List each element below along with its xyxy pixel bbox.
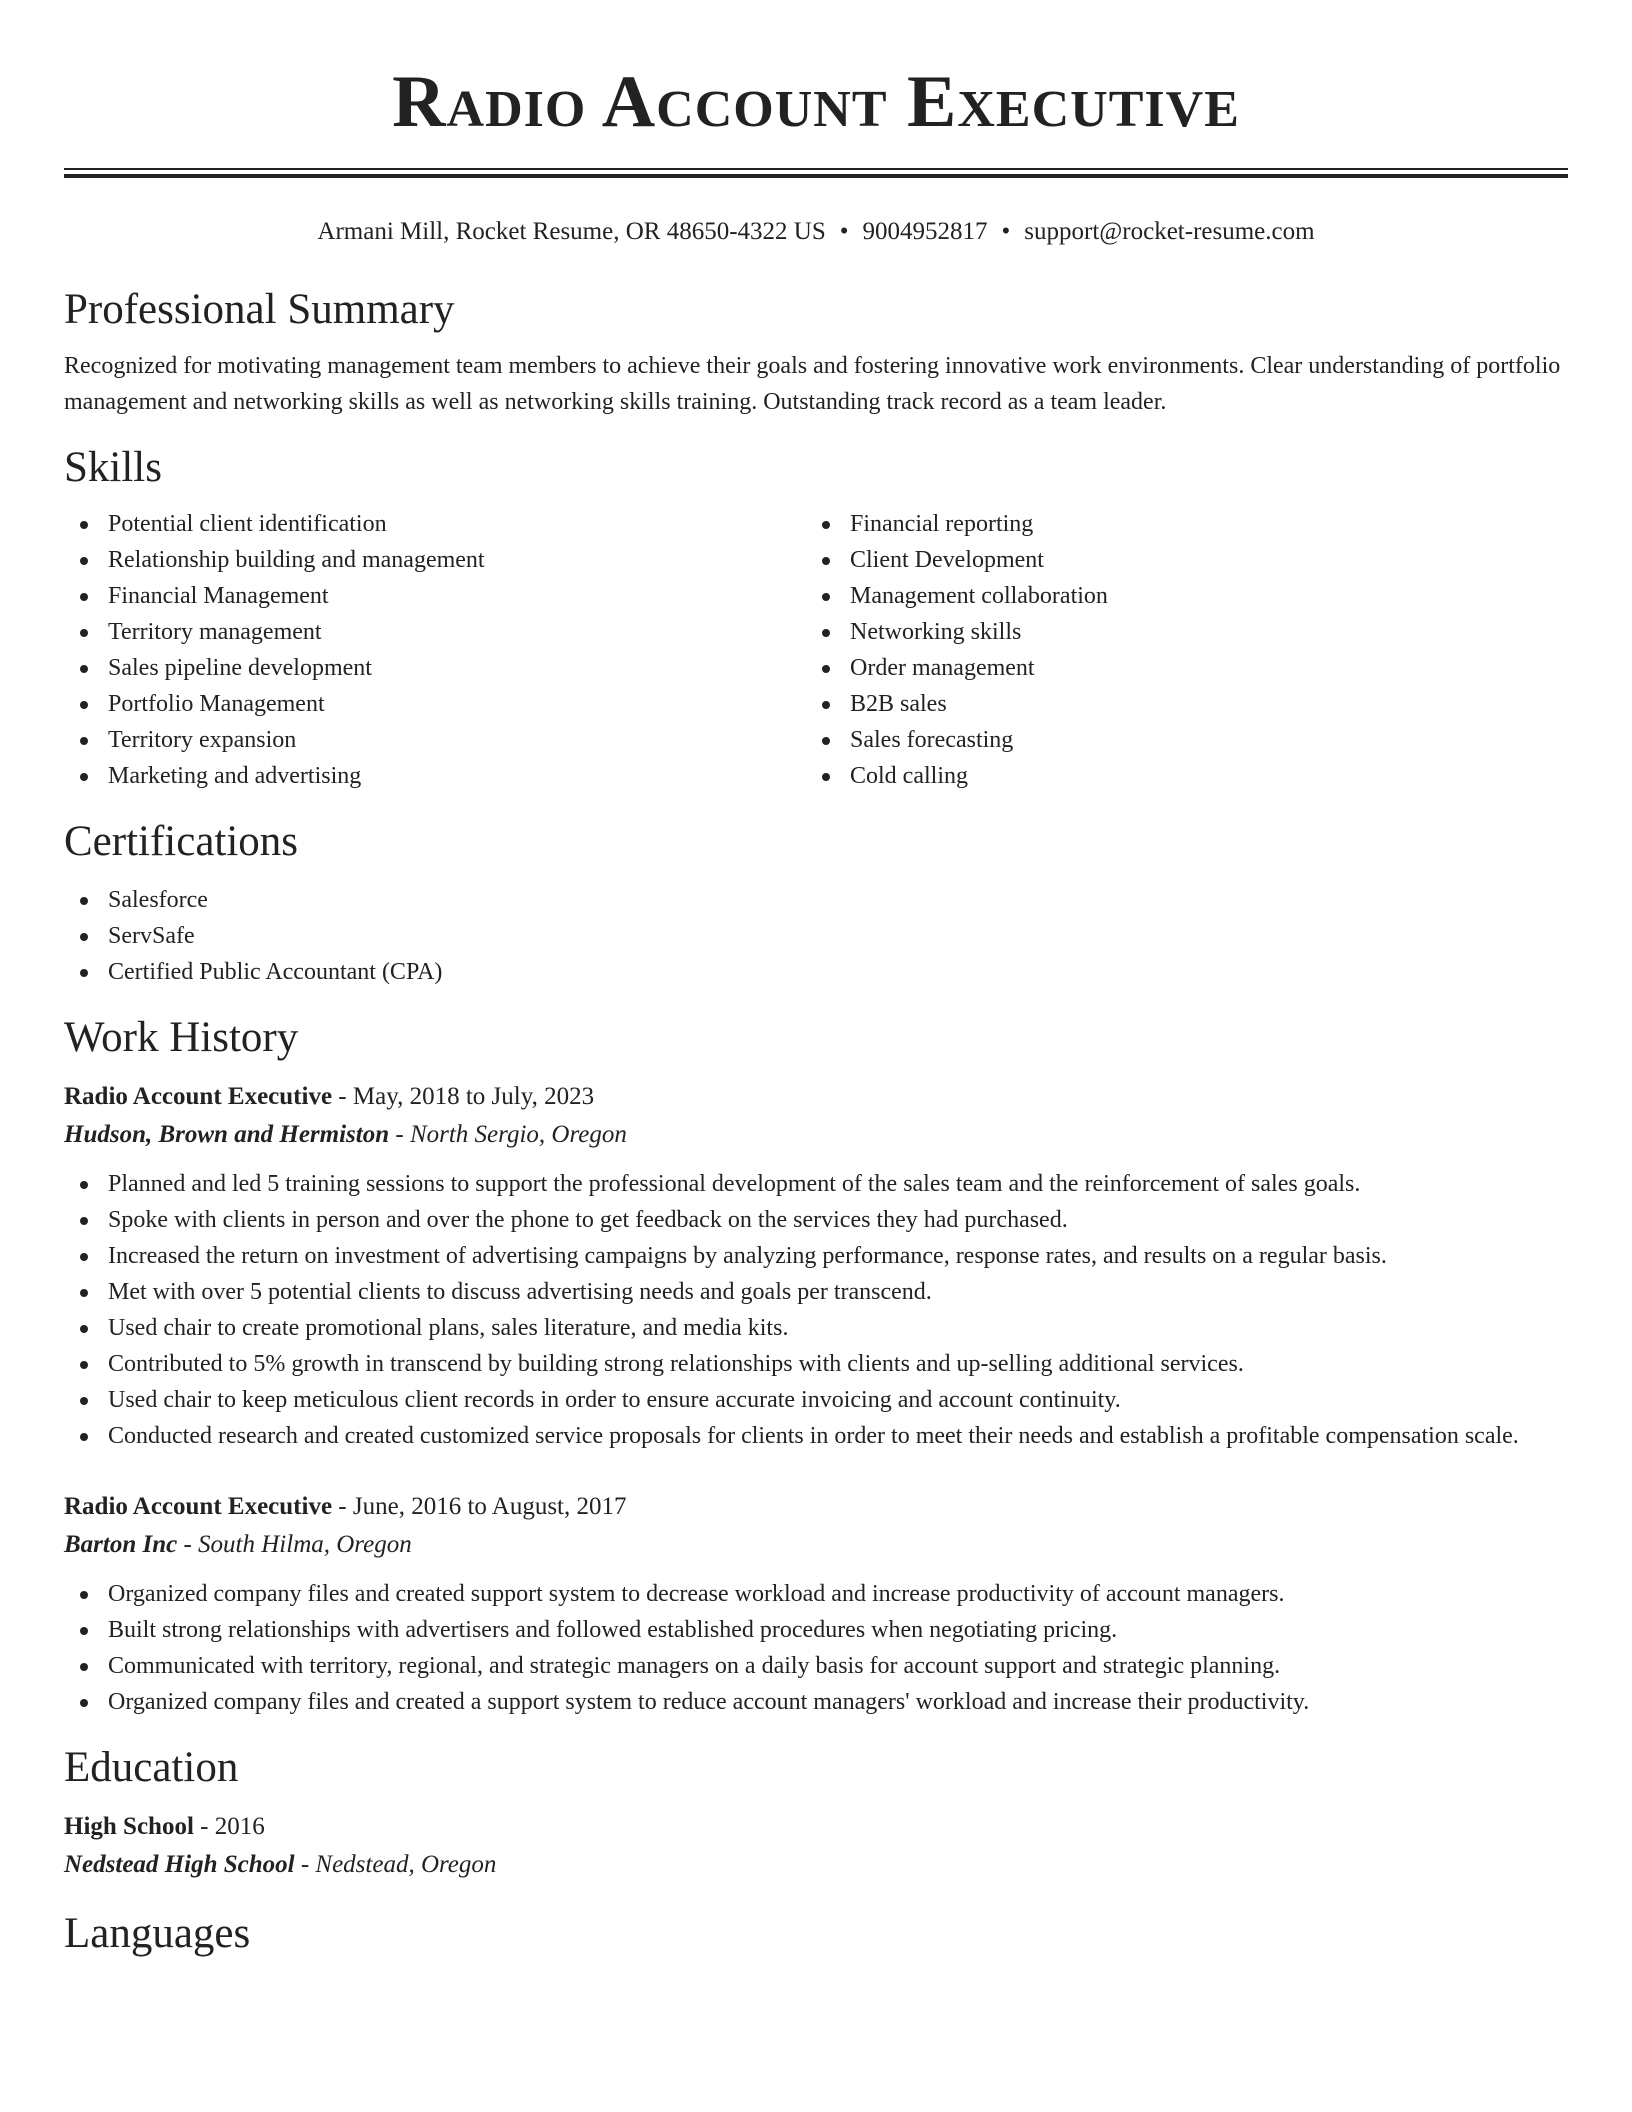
skill-item: Marketing and advertising: [64, 758, 806, 794]
job-entry: [64, 1078, 1568, 1454]
contact-separator: •: [1001, 218, 1011, 245]
skill-item: Financial Management: [64, 578, 806, 614]
job-bullet: Used chair to keep meticulous client records in order to ensure accurate invoicing and account continuity.: [64, 1382, 1568, 1418]
job-bullet: Built strong relationships with advertisers and followed established procedures when negotiating pricing.: [64, 1612, 1568, 1648]
skill-item: Potential client identification: [64, 506, 806, 542]
job-bullet: Communicated with territory, regional, and strategic managers on a daily basis for account support and strategic planning.: [64, 1648, 1568, 1684]
skills-section: [64, 442, 1568, 794]
job-bullet: Organized company files and created support system to decrease workload and increase productivity of account managers.: [64, 1576, 1568, 1612]
skills-column-right: [806, 506, 1548, 794]
summary-heading: Professional Summary: [64, 286, 455, 333]
skill-item: Territory management: [64, 614, 806, 650]
skill-item: Client Development: [806, 542, 1548, 578]
skills-grid: [64, 506, 1568, 794]
work-history-heading: Work History: [64, 1014, 299, 1061]
job-bullet-list: [64, 1166, 1568, 1454]
title-divider: [64, 168, 1568, 178]
education-degree-line: [64, 1808, 1568, 1846]
job-title: Radio Account Executive: [64, 1083, 333, 1110]
skill-item: Order management: [806, 650, 1548, 686]
skills-list-left: [64, 506, 806, 794]
job-location: - North Sergio, Oregon: [395, 1121, 627, 1148]
education-entry: [64, 1808, 1568, 1884]
certifications-list: [64, 882, 1568, 990]
job-title-line: [64, 1078, 1568, 1116]
job-bullet: Spoke with clients in person and over the phone to get feedback on the services they had purchased.: [64, 1202, 1568, 1238]
skills-column-left: [64, 506, 806, 794]
job-bullet: Used chair to create promotional plans, sales literature, and media kits.: [64, 1310, 1568, 1346]
education-year: - 2016: [200, 1813, 265, 1840]
education-heading: Education: [64, 1744, 239, 1791]
job-dates: - June, 2016 to August, 2017: [338, 1493, 627, 1520]
skill-item: Networking skills: [806, 614, 1548, 650]
job-bullet-list: [64, 1576, 1568, 1720]
skill-item: Financial reporting: [806, 506, 1548, 542]
resume-title: Radio Account Executive: [392, 61, 1240, 143]
skill-item: Sales forecasting: [806, 722, 1548, 758]
job-bullet: Organized company files and created a support system to reduce account managers' workload and increase their productivity.: [64, 1684, 1568, 1720]
job-company: Hudson, Brown and Hermiston: [64, 1121, 390, 1148]
summary-section: [64, 284, 1568, 420]
job-title-line: [64, 1488, 1568, 1526]
education-school-line: [64, 1846, 1568, 1884]
skills-heading: Skills: [64, 444, 162, 491]
job-bullet: Planned and led 5 training sessions to support the professional development of the sales team and the reinforcement of sales goals.: [64, 1166, 1568, 1202]
job-dates: - May, 2018 to July, 2023: [338, 1083, 595, 1110]
contact-email[interactable]: support@rocket-resume.com: [1024, 218, 1315, 245]
certification-item: Certified Public Accountant (CPA): [64, 954, 1568, 990]
education-degree: High School: [64, 1813, 194, 1840]
education-section: [64, 1742, 1568, 1884]
education-school: Nedstead High School: [64, 1851, 295, 1878]
certifications-heading: Certifications: [64, 818, 299, 865]
skill-item: Relationship building and management: [64, 542, 806, 578]
certification-item: ServSafe: [64, 918, 1568, 954]
skill-item: Territory expansion: [64, 722, 806, 758]
contact-separator: •: [839, 218, 849, 245]
education-location: - Nedstead, Oregon: [300, 1851, 497, 1878]
skills-list-right: [806, 506, 1548, 794]
certification-item: Salesforce: [64, 882, 1568, 918]
job-bullet: Increased the return on investment of advertising campaigns by analyzing performance, response rates, and results on a regular basis.: [64, 1238, 1568, 1274]
skill-item: B2B sales: [806, 686, 1548, 722]
skill-item: Portfolio Management: [64, 686, 806, 722]
job-company-line: [64, 1526, 1568, 1564]
job-location: - South Hilma, Oregon: [183, 1531, 412, 1558]
contact-phone: 9004952817: [862, 218, 988, 245]
job-title: Radio Account Executive: [64, 1493, 333, 1520]
job-bullet: Conducted research and created customized service proposals for clients in order to meet their needs and establish a profitable compensation scale.: [64, 1418, 1568, 1454]
job-bullet: Met with over 5 potential clients to discuss advertising needs and goals per transcend.: [64, 1274, 1568, 1310]
work-history-section: [64, 1012, 1568, 1720]
job-entry: [64, 1488, 1568, 1720]
skill-item: Sales pipeline development: [64, 650, 806, 686]
job-bullet: Contributed to 5% growth in transcend by building strong relationships with clients and up-selling additional services.: [64, 1346, 1568, 1382]
job-company-line: [64, 1116, 1568, 1154]
languages-heading: Languages: [64, 1910, 251, 1957]
job-company: Barton Inc: [64, 1531, 178, 1558]
summary-text: Recognized for motivating management team members to achieve their goals and fostering innovative work environments. Clear understanding of portfolio management and networking skills as well as networking skills training. Outstanding track record as a team leader.: [64, 353, 1561, 415]
languages-section: [64, 1908, 1568, 1960]
skill-item: Management collaboration: [806, 578, 1548, 614]
certifications-section: [64, 816, 1568, 990]
contact-line: [64, 216, 1568, 248]
skill-item: Cold calling: [806, 758, 1548, 794]
contact-address: Armani Mill, Rocket Resume, OR 48650-4322 US: [317, 218, 826, 245]
